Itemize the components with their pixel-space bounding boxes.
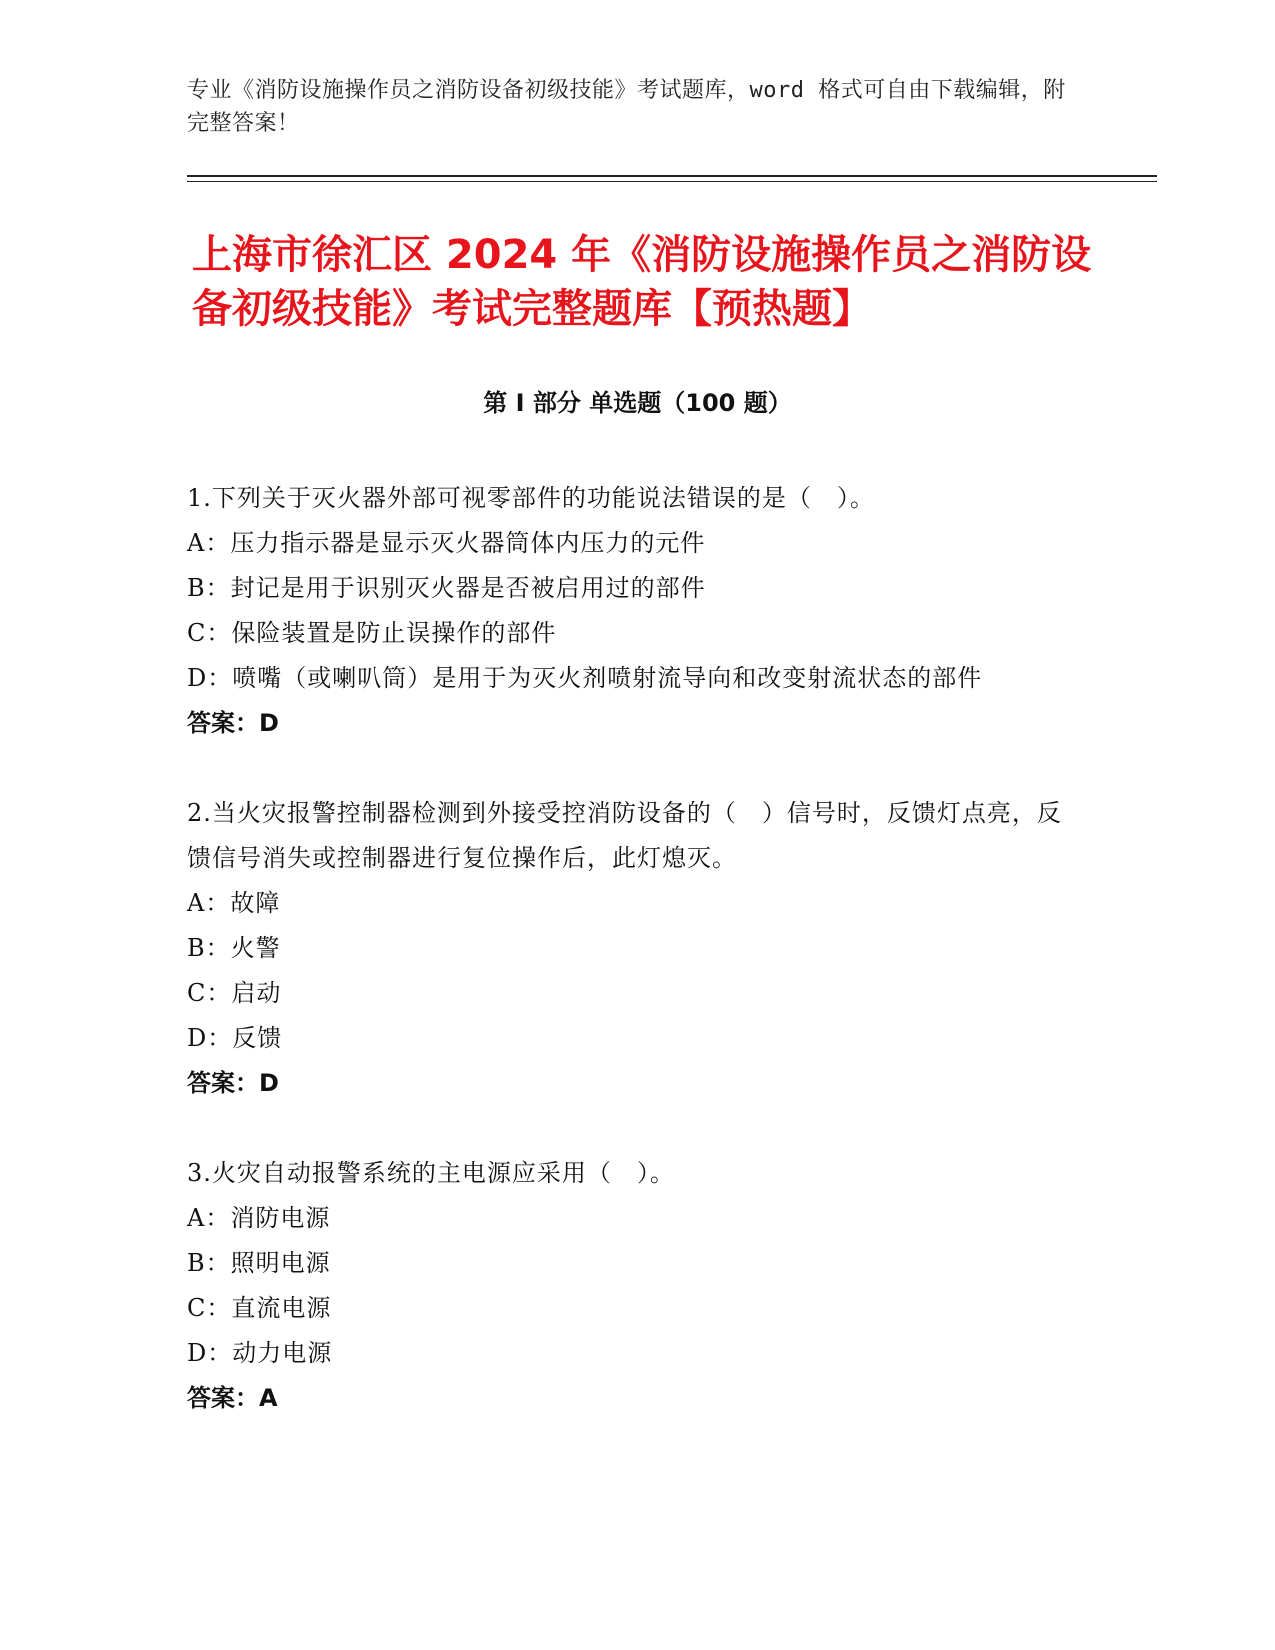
option-d: D：反馈 — [187, 1024, 283, 1052]
option-a: A：故障 — [187, 889, 281, 917]
question-stem: 3.火灾自动报警系统的主电源应采用（ ）。 — [187, 1159, 675, 1187]
question-1 — [187, 476, 1077, 746]
header-note: 专业《消防设施操作员之消防设备初级技能》考试题库，word 格式可自由下载编辑，附完整答案！ — [187, 78, 1066, 136]
option-c: C：直流电源 — [187, 1294, 332, 1322]
answer-line: 答案：D — [187, 1069, 279, 1097]
header-divider-thick — [187, 175, 1157, 177]
answer-line: 答案：A — [187, 1384, 278, 1412]
option-d: D：动力电源 — [187, 1339, 333, 1367]
option-c: C：启动 — [187, 979, 282, 1007]
option-c: C：保险装置是防止误操作的部件 — [187, 619, 557, 647]
document-title: 上海市徐汇区 2024 年《消防设施操作员之消防设备初级技能》考试完整题库【预热题】 — [192, 232, 1092, 332]
option-b: B：火警 — [187, 934, 281, 962]
option-b: B：封记是用于识别灭火器是否被启用过的部件 — [187, 574, 706, 602]
option-b: B：照明电源 — [187, 1249, 331, 1277]
part-heading: 第 I 部分 单选题（100 题） — [483, 389, 792, 417]
question-stem: 2.当火灾报警控制器检测到外接受控消防设备的（ ）信号时，反馈灯点亮，反馈信号消失或控制器进行复位操作后，此灯熄灭。 — [187, 799, 1062, 872]
question-3 — [187, 1151, 1077, 1421]
option-a: A：消防电源 — [187, 1204, 331, 1232]
option-a: A：压力指示器是显示灭火器筒体内压力的元件 — [187, 529, 706, 557]
answer-line: 答案：D — [187, 709, 279, 737]
header-divider-thin — [187, 181, 1157, 182]
question-stem: 1.下列关于灭火器外部可视零部件的功能说法错误的是（ ）。 — [187, 484, 875, 512]
question-list — [187, 476, 1077, 1466]
option-d: D：喷嘴（或喇叭筒）是用于为灭火剂喷射流导向和改变射流状态的部件 — [187, 664, 983, 692]
question-2 — [187, 791, 1077, 1106]
